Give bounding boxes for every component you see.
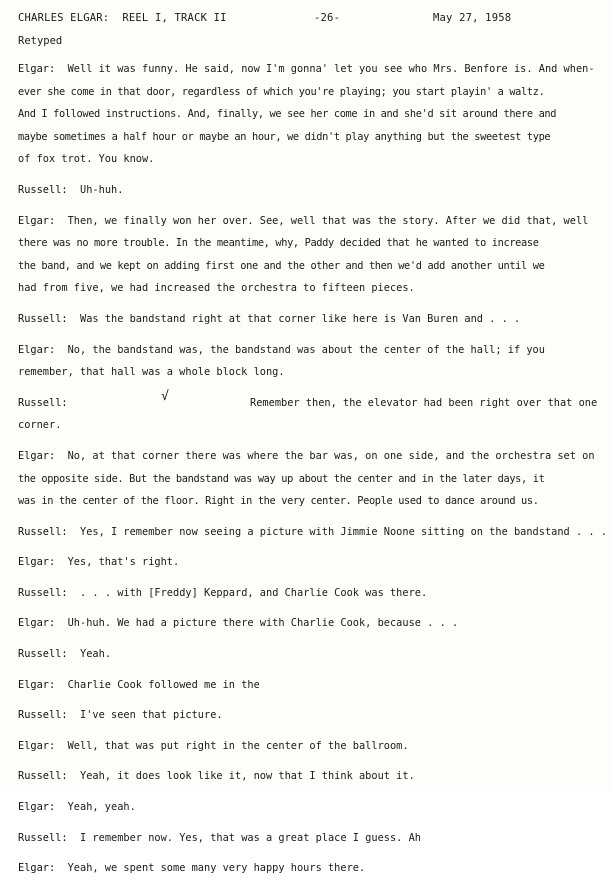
dialogue-entry (18, 765, 598, 788)
line-text: No, at that corner there was where the bar was, on one side, and the orchestra set on (67, 449, 595, 462)
dialogue-line (18, 643, 598, 666)
dialogue-line (18, 81, 598, 104)
dialogue-line (18, 551, 598, 574)
dialogue-entry (18, 339, 598, 384)
dialogue-line (18, 210, 598, 233)
dialogue-entry (18, 179, 598, 202)
dialogue-line (18, 468, 598, 491)
line-text: Well it was funny. He said, now I'm gonna' let you see who Mrs. Benfore is. And when- (67, 63, 595, 75)
header-date: May 27, 1958 (433, 12, 512, 24)
line-text: corner. (18, 419, 62, 432)
speaker-label: Russell: (18, 396, 68, 409)
line-text: Yeah, we spent some many very happy hours there. (67, 862, 366, 875)
dialogue-entry (18, 704, 598, 727)
speaker-label: Elgar: (18, 214, 56, 227)
speaker-label: Russell: (18, 831, 68, 844)
speaker-label: Russell: (18, 183, 68, 196)
dialogue-line (18, 735, 598, 758)
speaker-label: Russell: (18, 312, 68, 325)
dialogue-line (18, 179, 598, 202)
dialogue-entry (18, 308, 598, 331)
dialogue-line (18, 232, 598, 255)
speaker-label: Russell: (18, 770, 68, 783)
speaker-label: Russell: (18, 709, 68, 722)
header-title: CHARLES ELGAR: REEL I, TRACK II (18, 12, 227, 24)
dialogue-line (18, 582, 598, 605)
transcript-body (18, 58, 607, 888)
line-text: maybe sometimes a half hour or maybe an hour, we didn't play anything but the sweetest type (18, 130, 551, 143)
dialogue-entry (18, 827, 598, 850)
dialogue-line (18, 827, 598, 850)
line-text: Yes, that's right. (67, 556, 180, 569)
speaker-label: Elgar: (18, 63, 56, 75)
dialogue-line (18, 308, 598, 331)
speaker-label: Russell: (18, 525, 68, 538)
dialogue-line (18, 58, 598, 81)
dialogue-line (18, 445, 598, 468)
speaker-label: Elgar: (18, 739, 56, 752)
dialogue-line (18, 857, 598, 880)
dialogue-entry (18, 210, 598, 300)
speaker-label: Elgar: (18, 617, 56, 630)
line-text: I remember now. Yes, that was a great place I guess. Ah (80, 831, 421, 844)
dialogue-entry (18, 796, 598, 819)
dialogue-line (18, 521, 607, 544)
line-text: the opposite side. But the bandstand was way up about the center and in the later days, it (18, 472, 545, 485)
dialogue-entry (18, 735, 598, 758)
dialogue-line (18, 612, 598, 635)
dialogue-line (18, 490, 598, 513)
speaker-label: Russell: (18, 586, 68, 599)
line-text: the band, and we kept on adding first one and the other and then we'd add another until we (18, 259, 545, 272)
dialogue-line (18, 361, 598, 384)
dialogue-line (18, 796, 598, 819)
speaker-label: Elgar: (18, 556, 56, 569)
line-text: ever she come in that door, regardless of which you're playing; you start playin' a waltz. (18, 85, 545, 98)
dialogue-line (18, 765, 598, 788)
dialogue-line (18, 674, 598, 697)
page-number: -26- (314, 12, 341, 24)
dialogue-line (18, 704, 598, 727)
line-text: Remember then, the elevator had been right over that one (250, 396, 598, 409)
checkmark-annotation: √ (161, 388, 169, 404)
dialogue-entry (18, 582, 598, 605)
line-text: Yeah, yeah. (67, 801, 136, 814)
line-text: . . . with [Freddy] Keppard, and Charlie Cook was there. (80, 586, 428, 599)
line-text: Well, that was put right in the center of the ballroom. (67, 739, 409, 752)
dialogue-entry (18, 551, 598, 574)
dialogue-entry (18, 521, 607, 544)
dialogue-entry (18, 643, 598, 666)
line-text: Yes, I remember now seeing a picture with Jimmie Noone sitting on the bandstand . . . (80, 525, 607, 538)
dialogue-line (18, 255, 598, 278)
speaker-label: Russell: (18, 648, 68, 661)
line-text: No, the bandstand was, the bandstand was about the center of the hall; if you (67, 343, 545, 356)
speaker-label: Elgar: (18, 801, 56, 814)
line-text: Uh-huh. (80, 183, 124, 196)
dialogue-entry (18, 445, 598, 513)
dialogue-line (18, 339, 598, 362)
speaker-label: Elgar: (18, 343, 56, 356)
dialogue-line (18, 388, 598, 415)
dialogue-line (18, 414, 598, 437)
line-text: remember, that hall was a whole block long. (18, 366, 285, 379)
line-text: had from five, we had increased the orchestra to fifteen pieces. (18, 282, 415, 295)
line-text: was in the center of the floor. Right in the very center. People used to dance around us. (18, 495, 539, 508)
dialogue-entry (18, 58, 598, 171)
line-text: Was the bandstand right at that corner like here is Van Buren and . . . (80, 312, 521, 325)
line-text: And I followed instructions. And, finally, we see her come in and she'd sit around there and (18, 108, 557, 121)
line-text: of fox trot. You know. (18, 153, 155, 166)
line-text: Then, we finally won her over. See, well that was the story. After we did that, well (67, 214, 589, 227)
line-text: I've seen that picture. (80, 709, 223, 722)
speaker-label: Elgar: (18, 678, 56, 691)
dialogue-entry (18, 612, 598, 635)
line-text: Charlie Cook followed me in the (67, 678, 260, 691)
dialogue-line (18, 126, 598, 149)
dialogue-entry (18, 674, 598, 697)
dialogue-line (18, 103, 598, 126)
line-text: there was no more trouble. In the meantime, why, Paddy decided that he wanted to increase (18, 237, 539, 250)
speaker-label: Elgar: (18, 862, 56, 875)
dialogue-line (18, 277, 598, 300)
line-text: Uh-huh. We had a picture there with Charlie Cook, because . . . (67, 617, 459, 630)
line-text: Yeah. (80, 648, 112, 661)
line-text: Yeah, it does look like it, now that I think about it. (80, 770, 415, 783)
dialogue-entry (18, 388, 598, 437)
retyped-note: Retyped (18, 35, 63, 47)
dialogue-line (18, 148, 598, 171)
speaker-label: Elgar: (18, 449, 56, 462)
dialogue-entry (18, 857, 598, 880)
